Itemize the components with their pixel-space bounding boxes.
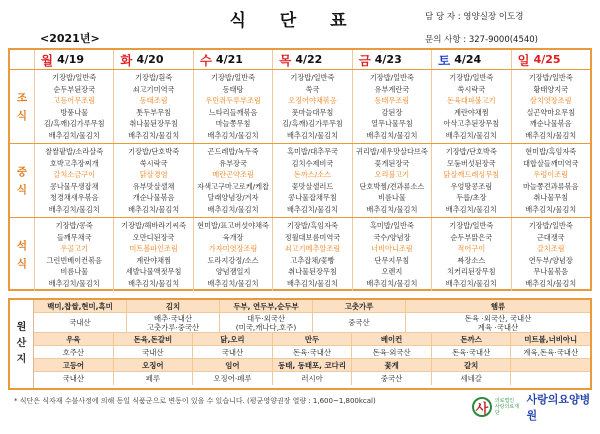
dish-item: 배추김치/물김치: [286, 130, 338, 140]
dish-item: 개순나물볶음: [132, 193, 175, 203]
menu-cell-fri: [352, 218, 431, 291]
dish-item: 감된장: [381, 107, 403, 117]
origin-country-line: 배추·국내산: [153, 313, 193, 323]
dish-item: 배추김치/물김치: [445, 130, 497, 140]
origin-item-name: 김치: [126, 300, 219, 312]
dish-item: 달래양념장/겨자: [207, 193, 259, 203]
menu-cell-mon: [34, 144, 113, 217]
dish-item: 단호박찜/견과류소스: [359, 181, 425, 191]
page-title: 식 단 표: [229, 11, 361, 31]
origin-item-country: [510, 346, 590, 358]
origin-item-country: [192, 372, 272, 385]
menu-cell-wed: [193, 70, 272, 143]
dish-item: 비름나물: [60, 267, 89, 277]
dish-item: 풋마늘대무침: [291, 107, 334, 117]
origin-country-line: 계육 ·국내산: [477, 322, 519, 332]
dish-item: 배추김치/물김치: [128, 278, 180, 288]
origin-item-country: [34, 346, 113, 358]
dish-item: 김치수제비국: [291, 158, 334, 168]
menu-cell-mon: [34, 218, 113, 291]
day-header-sat: 토 4/24: [431, 50, 510, 69]
meal-label: [10, 218, 34, 291]
hospital-name: 사랑의요양병원: [526, 393, 591, 422]
dish-item: 무나물볶음: [533, 267, 569, 277]
origin-country-line: 대두·외국산: [246, 313, 286, 323]
dish-item: 곤드레밥/녹두죽: [207, 147, 259, 157]
menu-cell-sat: [431, 218, 510, 291]
origin-item-name: 두부, 연두부,순두부: [219, 300, 312, 312]
dish-item: 콩나물잡채무침: [288, 193, 337, 203]
origin-item-country: [113, 346, 193, 358]
meal-label-char: 조: [16, 91, 28, 104]
origin-key-row: [34, 359, 590, 372]
dish-item: 배추김치/물김치: [366, 130, 418, 140]
meal-label: [10, 70, 34, 143]
origin-label-char: 지: [16, 354, 27, 365]
dish-item: 기장밥/흑임자죽: [286, 221, 338, 231]
meal-label-char: 식: [16, 183, 28, 196]
dish-item: 배추김치/물김치: [525, 204, 577, 214]
origin-item-country: [351, 346, 431, 358]
menu-cell-tue: [113, 70, 192, 143]
dish-item: 우민쥐두루부조림: [205, 96, 261, 106]
dish-item: 고추잡채/꽃빵: [290, 255, 335, 265]
dish-item: 그린빈베이컨볶음: [46, 255, 102, 265]
origin-country-line: 오징어·페루: [213, 374, 252, 383]
origin-key-row: [34, 300, 590, 313]
origin-country-line: 돈육 ·외국산, 국내산: [464, 313, 532, 323]
origin-item-name: 오징어: [113, 359, 193, 371]
dish-item: 돈육대파불고기: [447, 96, 496, 106]
day-header-row: [10, 50, 590, 69]
dish-item: 적어구이: [457, 244, 486, 254]
dish-item: 콩나물무생잡채: [49, 181, 99, 191]
dish-item: 기장밥/일반죽: [290, 73, 335, 83]
dish-item: 갈치조림: [536, 244, 565, 254]
header-corner: [10, 50, 34, 69]
meal-label-char: 중: [16, 165, 28, 178]
dish-item: 기장밥/일반죽: [52, 73, 97, 83]
menu-cell-mon: [34, 70, 113, 143]
day-header-fri: 금 4/23: [352, 50, 431, 69]
dish-item: 쑥시락국: [139, 158, 168, 168]
dish-item: 기장밥/일반죽: [369, 73, 414, 83]
dish-item: 현미밥/표고버섯야채죽: [197, 221, 269, 231]
origin-table: [8, 298, 592, 390]
menu-cell-tue: [113, 144, 192, 217]
dish-item: 배추김치/물김치: [445, 278, 497, 288]
day-header-mon: 월 4/19: [34, 50, 113, 69]
origin-value-row: [34, 313, 590, 333]
dish-item: 청경채새우볶음: [49, 193, 99, 203]
dish-item: 도라지강정/소스: [207, 255, 259, 265]
origin-country-line: 돈육·국내산: [293, 347, 332, 357]
manager-info: 담 당 자 : 영양실장 이도경: [425, 12, 524, 22]
origin-country-line: 중국산: [348, 318, 370, 327]
origin-country-line: 국내산: [62, 374, 84, 383]
dish-item: 유부계란국: [374, 84, 410, 94]
dish-item: 국수/양념장: [373, 232, 411, 242]
dish-item: 기장밥/해바라기씨죽: [121, 221, 187, 231]
origin-item-country: [192, 346, 272, 358]
origin-item-country: [272, 372, 352, 385]
menu-cell-fri: [352, 70, 431, 143]
origin-country-line: 국내산: [69, 318, 91, 327]
dish-item: 삼치엿장조림: [529, 96, 572, 106]
dish-item: 황태양지국: [533, 84, 569, 94]
dish-item: 대합살들깨미역국: [522, 158, 579, 168]
origin-item-country: [405, 313, 590, 332]
origin-country-line: 돈육·국내산: [452, 347, 491, 357]
origin-item-country: [272, 346, 352, 358]
origin-value-row: [34, 346, 590, 359]
dish-item: 가자미엿장조림: [208, 244, 258, 254]
dish-item: 오만디된장국: [132, 232, 175, 242]
dish-item: 양념잼일지: [215, 267, 251, 277]
year-label: <2021년>: [40, 32, 100, 45]
dish-item: 배추김치/물김치: [128, 130, 180, 140]
dish-item: 취나물된장무침: [288, 267, 337, 277]
dish-item: 쑥시락국: [457, 84, 486, 94]
dish-item: 취나물무침: [533, 193, 569, 203]
dish-item: 김/흑깨)김가루무침: [282, 119, 343, 129]
dish-item: 계란야채찜: [453, 107, 489, 117]
dish-item: 기장밥/일반죽: [528, 73, 573, 83]
origin-item-country: [34, 313, 126, 332]
origin-country-line: 러시아: [301, 374, 323, 383]
dish-item: 짜장소스: [457, 255, 486, 265]
origin-country-line: 페루: [145, 374, 160, 383]
dish-item: 아삭고추된장무침: [443, 119, 500, 129]
dish-item: 실곤약마요무침: [526, 107, 576, 117]
dish-item: 배추김치/물김치: [445, 204, 497, 214]
menu-cell-thu: [272, 70, 351, 143]
dish-item: 배추김치/물김치: [207, 278, 259, 288]
origin-country-line: 호주산: [62, 347, 84, 357]
dish-item: 기장밥/단호박죽: [128, 147, 180, 157]
dish-item: 동태탕: [222, 84, 244, 94]
origin-item-name: 베이컨: [351, 333, 431, 345]
origin-item-name: 갈치: [431, 359, 511, 371]
origin-country-line: 국내산: [142, 347, 164, 357]
origin-item-name: 고등어: [34, 359, 113, 371]
origin-item-name: 만두: [272, 333, 352, 345]
dish-item: 육개장: [222, 232, 244, 242]
menu-cell-sun: [511, 70, 590, 143]
menu-cell-sun: [511, 218, 590, 291]
day-header-wed: 수 4/21: [193, 50, 272, 69]
hospital-subtitle: [495, 398, 524, 416]
dish-item: 자색고구마고로케/케찹: [197, 181, 269, 191]
dish-item: 배추김치/물김치: [128, 204, 180, 214]
dish-item: 기장밥/일반죽: [449, 221, 494, 231]
dish-item: 우엉땅콩조림: [450, 181, 493, 191]
dish-item: 너비아니조림: [371, 244, 413, 254]
origin-item-name: 미트볼,너비아니: [510, 333, 590, 345]
dish-item: 계란야채찜: [136, 255, 171, 265]
dish-item: 기장밥/일반죽: [211, 73, 256, 83]
meal-label-char: 식: [16, 109, 28, 122]
dish-item: 배추김치/물김치: [366, 204, 418, 214]
origin-item-name: 햄류: [405, 300, 590, 312]
menu-cell-wed: [193, 144, 272, 217]
dish-item: 느타리들깨볶음: [208, 107, 258, 117]
dish-item: 오렌지: [381, 267, 403, 277]
dish-item: 우골고기: [60, 244, 89, 254]
origin-country-line: 세네갈: [460, 374, 482, 383]
dish-item: 배추김치/물김치: [366, 278, 418, 288]
dish-item: 유부맛살샐채: [132, 181, 175, 191]
hospital-logo: [472, 391, 600, 423]
dish-item: 배추김치/물김치: [48, 130, 100, 140]
dish-item: 배추김치/물김치: [286, 278, 338, 288]
origin-item-country: [113, 372, 193, 385]
dish-item: 치커리된장무침: [447, 267, 496, 277]
dish-item: 순두부된장국: [53, 84, 96, 94]
dish-item: 깨순나물볶음: [529, 119, 572, 129]
dish-item: 오리불고기: [374, 170, 410, 180]
day-header-thu: 목 4/22: [272, 50, 351, 69]
origin-item-name: 닭,오리: [192, 333, 272, 345]
footnote: * 식단은 식자재 수불사정에 의해 동일 식품군으로 변동이 있을 수 있습니다. (평균영양권장 열량 : 1,600~1,800kcal): [14, 397, 376, 405]
dish-item: 연두부/양념장: [528, 255, 573, 265]
origin-item-country: [431, 346, 511, 358]
dish-item: 꽃게된장국: [374, 158, 410, 168]
origin-item-country: [312, 313, 405, 332]
dish-item: 유부장국: [219, 158, 247, 168]
dish-item: 오징어야채볶음: [288, 96, 337, 106]
menu-cell-thu: [272, 144, 351, 217]
dish-item: 갈치소금구이: [53, 170, 96, 180]
dish-item: 열무나물무침: [371, 119, 413, 129]
dish-item: 배추김치/물김치: [48, 204, 100, 214]
dish-item: 기장밥/일반죽: [449, 73, 494, 83]
origin-item-country: [219, 313, 312, 332]
dish-item: 기장밥/일반죽: [528, 221, 573, 231]
dish-item: 현미밥/흑임자죽: [525, 147, 577, 157]
dish-item: 근대쟁국: [536, 232, 565, 242]
dish-item: 닭살깨드레싱무침: [443, 170, 500, 180]
origin-label-char: 산: [16, 338, 27, 349]
dish-item: 비름나물: [378, 193, 406, 203]
dish-item: 기장밥/흰죽: [135, 73, 173, 83]
origin-value-row: [34, 372, 590, 385]
origin-item-name: 임어: [192, 359, 272, 371]
dish-item: 흑미밥/대추무국: [286, 147, 338, 157]
menu-table: [8, 48, 592, 291]
origin-item-country: [34, 372, 113, 385]
dish-item: 흑미밥/일반죽: [369, 221, 414, 231]
meal-label-char: 석: [16, 239, 28, 252]
dish-item: 순두부맑은국: [450, 232, 493, 242]
dish-item: 정월대보름미역국: [284, 232, 341, 242]
dish-item: 우렁이조림: [533, 170, 569, 180]
origin-grid: [34, 300, 590, 388]
origin-item-name: 돈육,돈갈비: [113, 333, 193, 345]
origin-item-name: 동태, 동태포, 코다리: [272, 359, 352, 371]
dish-item: 동태조림: [139, 96, 168, 106]
dish-item: 꽃맛살샐러드: [291, 181, 334, 191]
meal-label: [10, 144, 34, 217]
dish-item: 배추김치/물김치: [48, 278, 100, 288]
menu-cell-sun: [511, 144, 590, 217]
day-header-sun: 일 4/25: [511, 50, 590, 69]
dish-item: 기장밥/단호박죽: [445, 147, 497, 157]
dish-item: 단무지무침: [374, 255, 410, 265]
dish-item: 기장밥/콩죽: [55, 221, 93, 231]
dish-item: 김/흑깨)김가루무침: [43, 119, 105, 129]
dish-item: 톳두부무침: [136, 107, 171, 117]
dish-item: 배추김치/물김치: [286, 204, 338, 214]
dish-item: 돈까스/소스: [293, 170, 332, 180]
origin-item-name: 백미,찹쌀,현미,흑미: [34, 300, 126, 312]
dish-item: 마늘쫑무침: [215, 119, 251, 129]
dish-item: 쇠고기미역국: [132, 84, 175, 94]
dish-item: 마늘쫑견과류볶음: [522, 181, 579, 191]
origin-country-line: 국내산: [221, 347, 244, 357]
meal-row: [10, 69, 590, 143]
origin-item-name: 꽃게: [351, 359, 431, 371]
origin-item-name: 돈까스: [431, 333, 511, 345]
dish-item: 배추김치/물김치: [207, 130, 259, 140]
origin-item-country: [510, 372, 590, 385]
origin-country-line: 돈육·외국산: [372, 347, 411, 357]
origin-item-name: 고춧가루: [312, 300, 405, 312]
origin-country-line: 고춧가루·중국산: [146, 322, 200, 332]
dish-item: 쇠고기메추알조림: [284, 244, 341, 254]
dish-item: 닭살경염: [139, 170, 168, 180]
menu-cell-fri: [352, 144, 431, 217]
origin-item-country: [351, 372, 431, 385]
meal-row: [10, 217, 590, 291]
origin-label-char: 원: [16, 322, 27, 333]
dish-item: 배추김치/물김치: [207, 204, 259, 214]
dish-item: 취나물된장무침: [129, 119, 178, 129]
dish-item: 찰쌀팥밥/소라살죽: [45, 147, 104, 157]
origin-item-name: [510, 359, 590, 371]
dish-item: 배추김치/물김치: [525, 278, 577, 288]
dish-item: 배추김치/물김치: [525, 130, 577, 140]
dish-item: 두릅/초장: [456, 193, 487, 203]
origin-label: [10, 300, 34, 388]
meal-row: [10, 143, 590, 217]
dish-item: 쑥국: [305, 84, 320, 94]
origin-item-name: 우육: [34, 333, 113, 345]
menu-cell-thu: [272, 218, 351, 291]
dish-item: 메란곤약조림: [212, 170, 254, 180]
dish-item: 호박고추장찌개: [49, 158, 99, 168]
dish-item: 동태무조림: [374, 96, 410, 106]
dish-item: 미트볼파인조림: [129, 244, 178, 254]
origin-country-line: (미국,캐나다,호주): [235, 322, 297, 332]
origin-key-row: [34, 333, 590, 346]
day-header-tue: 화 4/20: [113, 50, 192, 69]
origin-country-line: 계육,돈육·국내산: [523, 347, 579, 357]
dish-item: 귀리밥/새우맛살다브죽: [355, 147, 428, 157]
hospital-emblem-icon: 사: [472, 397, 492, 417]
menu-cell-sat: [431, 70, 510, 143]
hospital-sub-line1: 의료법인: [494, 398, 515, 404]
origin-item-country: [431, 372, 511, 385]
dish-item: 모둠버섯된장국: [447, 158, 496, 168]
dish-item: 고등어무조림: [53, 96, 96, 106]
menu-cell-sat: [431, 144, 510, 217]
origin-country-line: 중국산: [380, 374, 403, 383]
dish-item: 들깨무채국: [56, 232, 92, 242]
dish-item: 방풍나물: [60, 107, 89, 117]
hospital-sub-line2: 사랑의료재단: [494, 404, 519, 416]
menu-cell-wed: [193, 218, 272, 291]
dish-item: 세발나물액젓무침: [125, 267, 182, 277]
meal-label-char: 식: [16, 257, 28, 270]
menu-cell-tue: [113, 218, 192, 291]
inquiry-phone: 문의 사항 : 327-9000(4540): [425, 35, 539, 45]
origin-item-country: [126, 313, 219, 332]
